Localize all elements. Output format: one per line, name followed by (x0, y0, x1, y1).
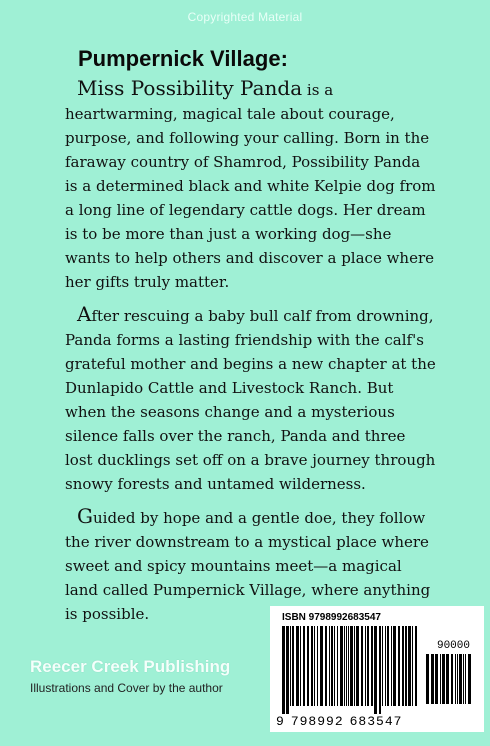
intro-book-title: Miss Possibility Panda (77, 76, 303, 100)
barcode-bar (340, 626, 343, 706)
barcode-bar (286, 626, 289, 714)
barcode-bar (371, 626, 373, 706)
barcode-bar (346, 626, 347, 706)
barcode-bar (465, 654, 466, 704)
barcode-bar (296, 626, 299, 706)
barcode-bar (457, 654, 458, 704)
barcode-bar (405, 626, 407, 706)
barcode-bar (431, 654, 434, 704)
barcode-bar (463, 654, 464, 704)
barcode-bar (459, 654, 462, 704)
barcode-bar (303, 626, 305, 706)
barcode-bar (440, 654, 441, 704)
paragraph-intro (65, 76, 437, 294)
barcode-digits-left: 798992 (290, 714, 344, 729)
barcode-bar (331, 626, 333, 706)
barcode-digit-first: 9 (276, 714, 285, 729)
barcode-bar (415, 626, 417, 706)
barcode-bar (451, 654, 453, 704)
back-cover-blurb (65, 76, 437, 634)
barcode-bar (356, 626, 359, 706)
paragraph-rescue-dropcap: A (77, 302, 92, 326)
barcode-bar (282, 626, 285, 714)
barcode-bar (307, 626, 309, 706)
publisher-name: Reecer Creek Publishing (30, 657, 231, 676)
isbn-label: ISBN 9798992683547 (282, 612, 381, 623)
barcode-bar (350, 626, 353, 706)
barcode-bar (300, 626, 301, 706)
barcode-bar (442, 654, 445, 704)
barcode-bar (365, 626, 366, 706)
barcode-bar (393, 626, 396, 706)
barcode-bar (329, 626, 330, 706)
barcode-bar (382, 626, 383, 706)
barcode-bar (379, 626, 381, 714)
barcode-bar (408, 626, 411, 706)
barcode-bars-main (282, 626, 418, 714)
barcode-bar (290, 626, 291, 706)
barcode-bar (426, 654, 429, 704)
barcode-bar (361, 626, 363, 706)
barcode-bar (446, 654, 449, 704)
barcode-bar (314, 626, 315, 706)
barcode-bar (325, 626, 327, 706)
copyright-watermark: Copyrighted Material (187, 10, 303, 24)
barcode-bar (348, 626, 349, 706)
barcode-bar (320, 626, 323, 706)
barcode-bar (455, 654, 456, 704)
barcode-bar (354, 626, 355, 706)
barcode-price-code: 90000 (436, 640, 470, 652)
barcode-bar (468, 654, 471, 704)
barcode-bar (344, 626, 345, 706)
illustration-credit: Illustrations and Cover by the author (30, 681, 223, 695)
barcode-bar (435, 654, 438, 704)
paragraph-journey-text: uided by hope and a gentle doe, they follow the river downstream to a mystical place where sweet and spicy mountains meet—a magical land called Pumpernick Village, where anything is possible. (65, 509, 431, 623)
paragraph-journey-dropcap: G (77, 504, 93, 528)
barcode-bar (387, 626, 389, 706)
barcode-digits-right: 683547 (349, 714, 403, 729)
heading-title: Pumpernick Village: (78, 46, 288, 71)
barcode-bar (398, 626, 400, 706)
barcode-bar (385, 626, 386, 706)
barcode-digits (276, 714, 408, 729)
paragraph-rescue (65, 302, 437, 496)
barcode-bar (334, 626, 335, 706)
barcode-bar (311, 626, 313, 706)
barcode-bars-addon (426, 654, 472, 712)
barcode-bar (292, 626, 294, 706)
isbn-barcode (270, 606, 484, 732)
paragraph-rescue-text: fter rescuing a baby bull calf from drowning, Panda forms a lasting friendship with the calf's grateful mother and begins a new chapter at the Dunlapido Cattle and Livestock Ranch. But when the seasons change and a mysterious silence falls over the ranch, Panda and three lost ducklings set off on a brave journey through snowy forests and untamed wilderness. (65, 307, 436, 493)
barcode-bar (337, 626, 338, 706)
barcode-bar (374, 626, 377, 714)
barcode-bar (412, 626, 413, 706)
barcode-bar (391, 626, 392, 706)
barcode-bar (367, 626, 369, 706)
barcode-bar (402, 626, 404, 706)
intro-text: is a heartwarming, magical tale about courage, purpose, and following your calling. Born in the faraway country of Shamrod, Possibility Panda is a determined black and white Kelpie dog from a long line of legendary cattle dogs. Her dream is to be more than just a working dog—she wants to help others and discover a place where her gifts truly matter. (65, 81, 436, 291)
barcode-bar (317, 626, 318, 706)
